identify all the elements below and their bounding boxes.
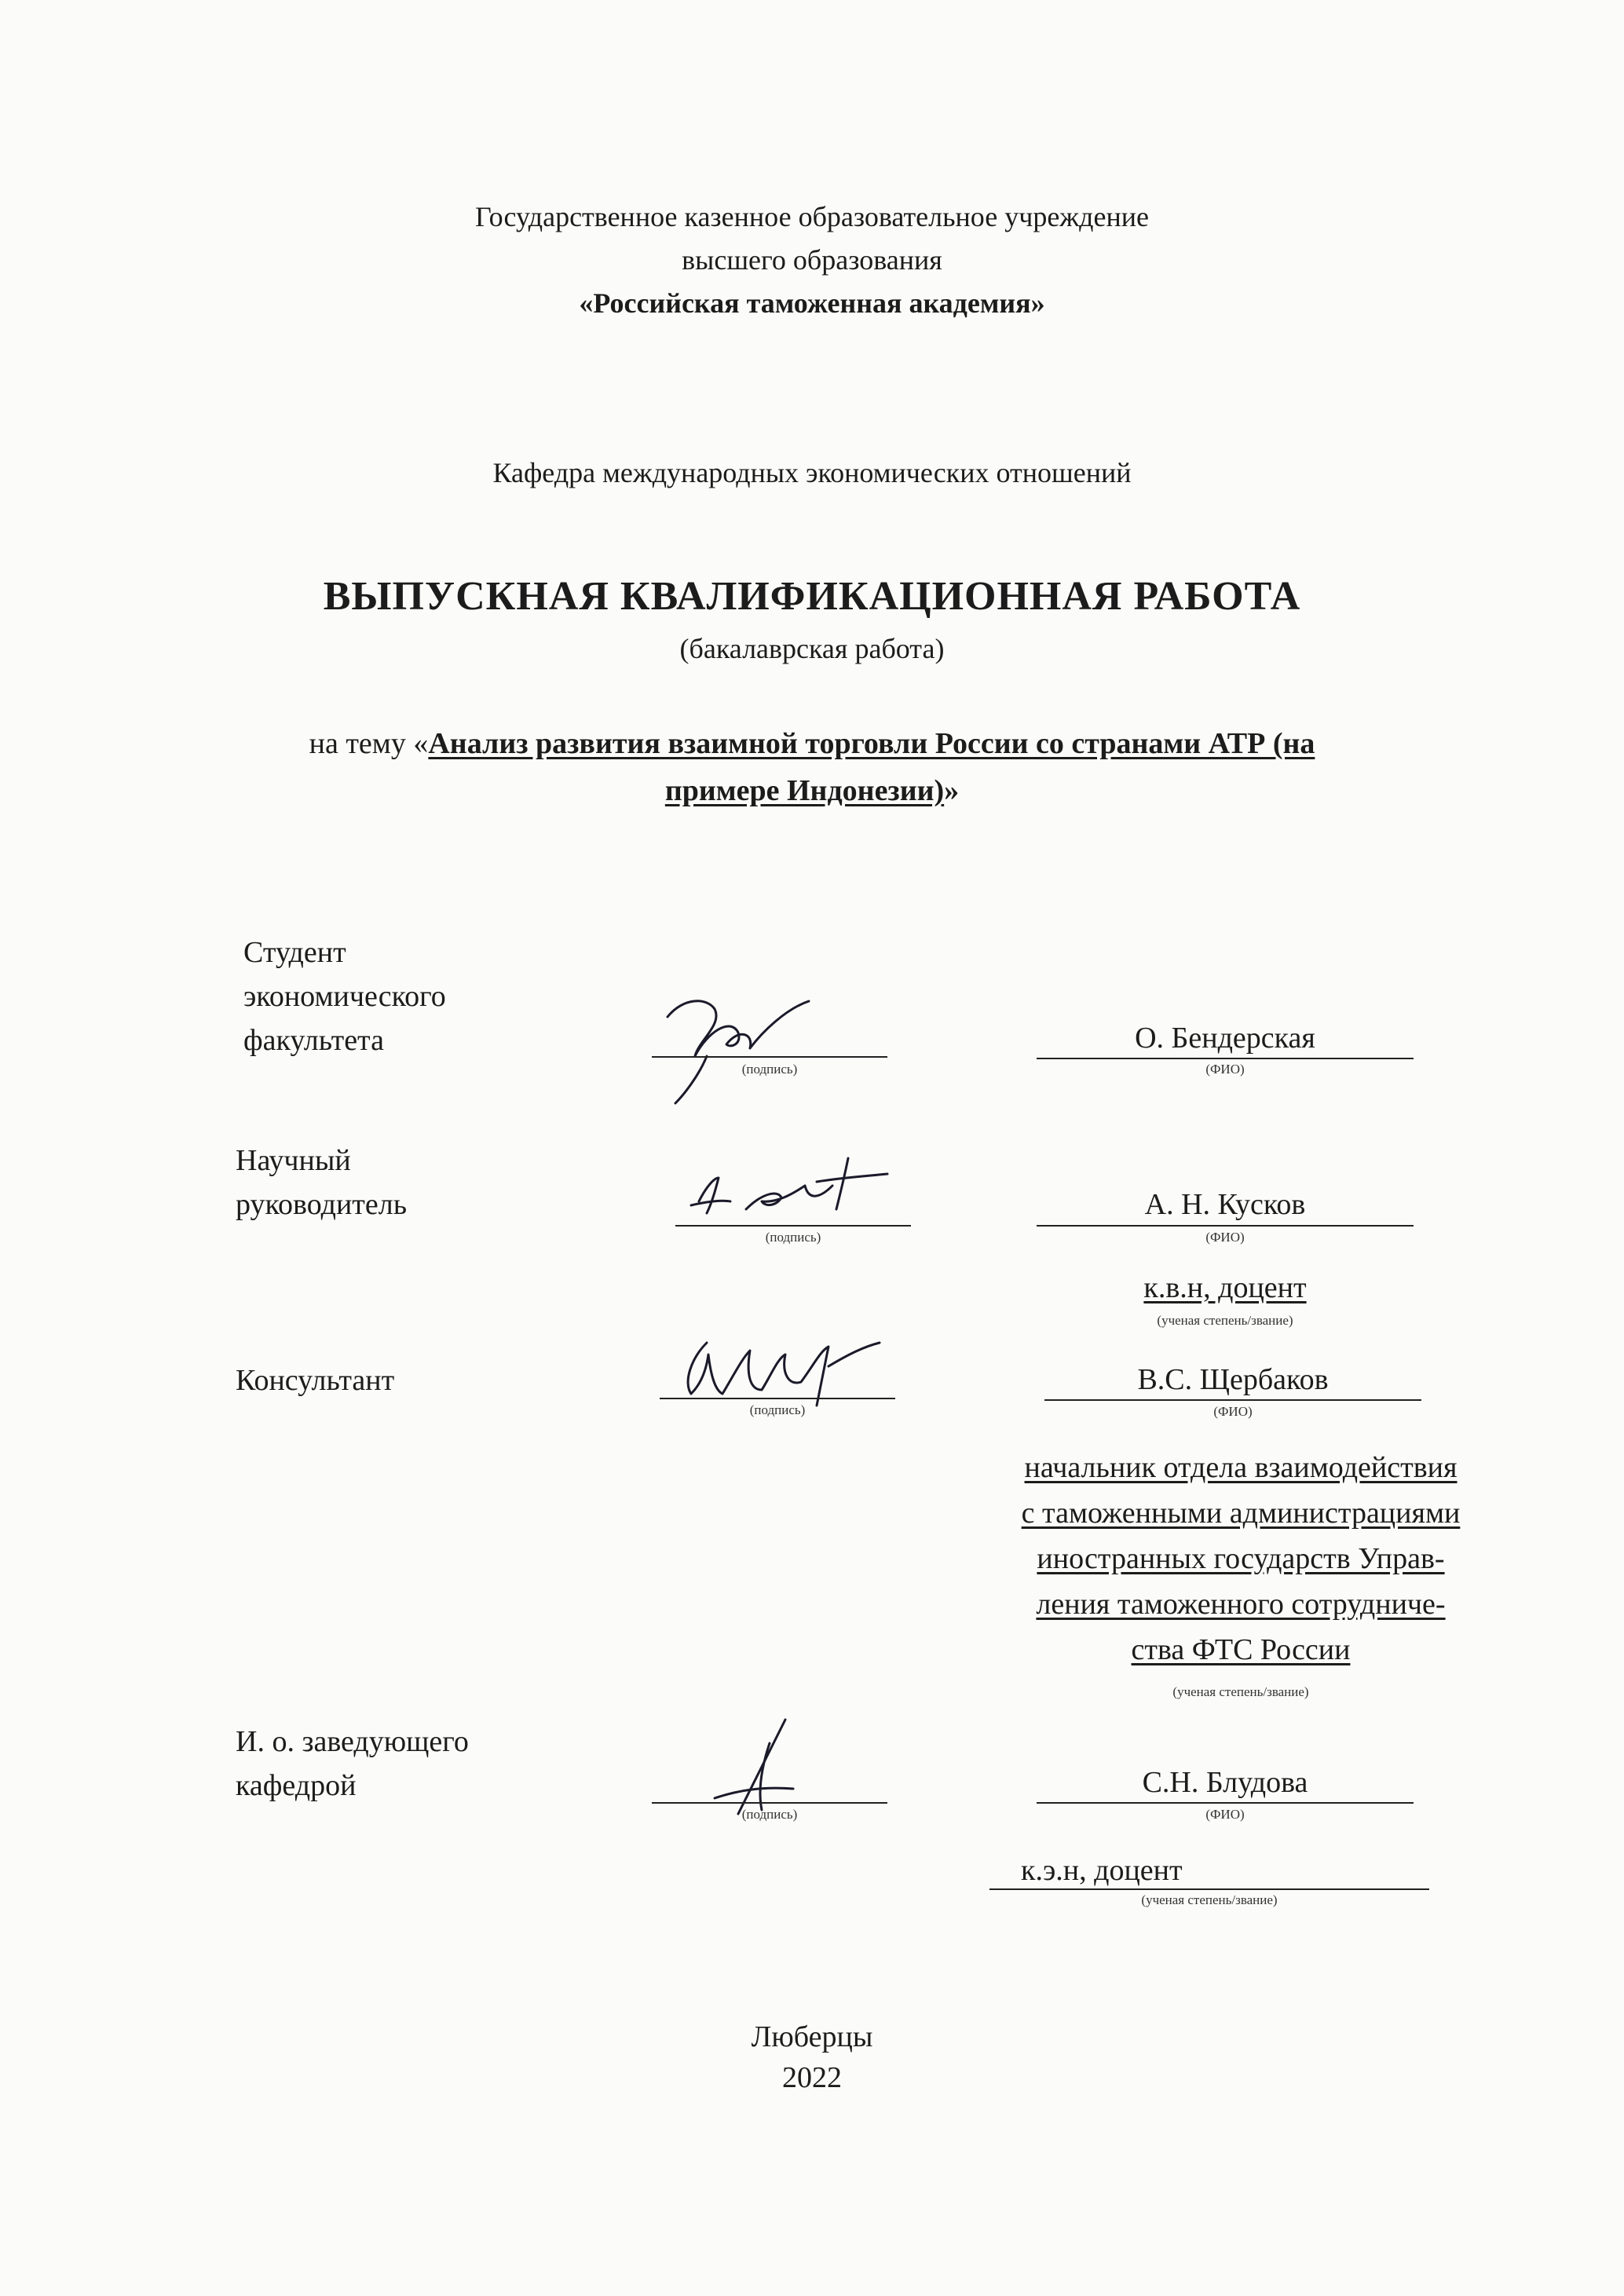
head-name-caption: (ФИО) xyxy=(1205,1807,1245,1822)
student-signature-icon xyxy=(652,985,840,1111)
work-topic-line-2 xyxy=(0,773,1624,808)
work-subtitle: (бакалаврская работа) xyxy=(679,633,945,664)
supervisor-signature-icon xyxy=(675,1146,911,1233)
consultant-name-caption: (ФИО) xyxy=(1213,1404,1253,1419)
head-label: И. о. заведующего кафедрой xyxy=(236,1725,469,1802)
head-name-line xyxy=(1037,1802,1414,1804)
supervisor-signature-caption: (подпись) xyxy=(765,1230,821,1245)
supervisor-degree: к.в.н, доцент xyxy=(1143,1271,1307,1304)
consultant-position-caption: (ученая степень/звание) xyxy=(1172,1684,1309,1699)
consultant-signature-line xyxy=(660,1398,895,1399)
topic-text-1: Анализ развития взаимной торговли России со странами АТР (на xyxy=(428,727,1315,760)
consultant-signature-caption: (подпись) xyxy=(749,1402,806,1417)
department-name: Кафедра международных экономических отношений xyxy=(492,457,1132,488)
footer-city: Люберцы xyxy=(751,2020,873,2053)
supervisor-degree-caption: (ученая степень/звание) xyxy=(1157,1313,1293,1328)
consultant-label: Консультант xyxy=(236,1364,395,1397)
consultant-position: начальник отдела взаимодействия с таможенными администрациями иностранных государств Управ- ления таможенного сотрудниче- ства ФТС России xyxy=(1021,1451,1461,1666)
topic-suffix: » xyxy=(944,774,960,807)
student-label: Студент экономического факультета xyxy=(243,936,446,1057)
head-signature-line xyxy=(652,1802,887,1804)
institution-line-2: высшего образования xyxy=(682,244,942,276)
supervisor-name: А. Н. Кусков xyxy=(1144,1188,1306,1221)
supervisor-signature-line xyxy=(675,1225,911,1227)
head-degree: к.э.н, доцент xyxy=(1021,1854,1183,1887)
work-title: ВЫПУСКНАЯ КВАЛИФИКАЦИОННАЯ РАБОТА xyxy=(323,574,1301,619)
head-signature-caption: (подпись) xyxy=(741,1807,798,1822)
student-name: О. Бендерская xyxy=(1135,1022,1315,1055)
supervisor-name-caption: (ФИО) xyxy=(1205,1230,1245,1245)
student-signature-caption: (подпись) xyxy=(741,1062,798,1077)
footer-year: 2022 xyxy=(782,2061,842,2094)
head-name: С.Н. Блудова xyxy=(1142,1766,1308,1799)
student-signature-line xyxy=(652,1056,887,1058)
supervisor-name-line xyxy=(1037,1225,1414,1227)
institution-line-1: Государственное казенное образовательное учреждение xyxy=(475,201,1149,232)
work-topic-line-1 xyxy=(0,726,1624,761)
student-name-caption: (ФИО) xyxy=(1205,1062,1245,1077)
student-name-line xyxy=(1037,1058,1414,1059)
supervisor-label: Научный руководитель xyxy=(236,1144,408,1221)
topic-prefix: на тему « xyxy=(309,727,429,760)
head-degree-line xyxy=(989,1888,1429,1890)
head-degree-caption: (ученая степень/звание) xyxy=(1141,1892,1278,1907)
consultant-name-line xyxy=(1044,1399,1421,1401)
institution-name: «Российская таможенная академия» xyxy=(579,287,1045,319)
consultant-name: В.С. Щербаков xyxy=(1137,1363,1329,1396)
topic-text-2: примере Индонезии) xyxy=(664,774,945,807)
